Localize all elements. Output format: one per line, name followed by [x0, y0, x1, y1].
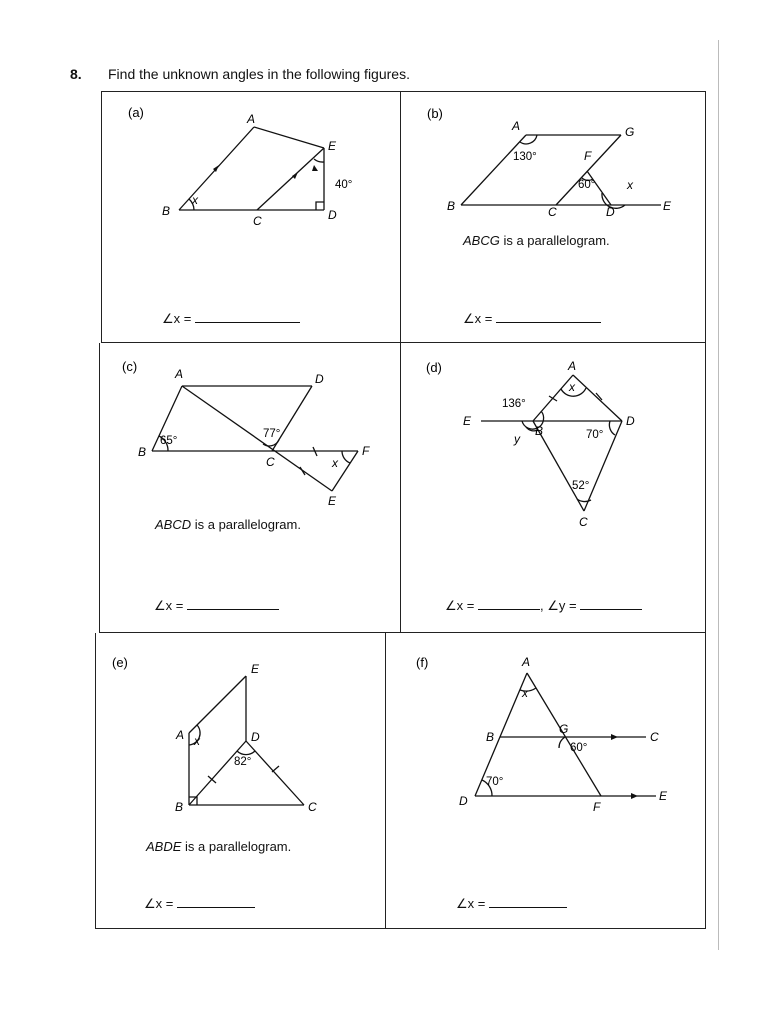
question-number: 8.	[70, 66, 82, 82]
answer-label-dy: ∠y =	[547, 598, 577, 613]
point-d: D	[606, 205, 615, 219]
point-b: B	[486, 730, 495, 744]
part-label-b: (b)	[427, 106, 443, 121]
point-c: C	[548, 205, 557, 219]
point-b: B	[447, 199, 456, 213]
answer-blank-b[interactable]	[496, 310, 601, 323]
point-f: F	[362, 444, 370, 458]
part-label-f: (f)	[416, 655, 429, 670]
segment-ad	[573, 375, 622, 421]
point-f: F	[593, 800, 601, 814]
panel-e	[95, 633, 386, 929]
figure-d	[401, 343, 706, 633]
segment-ae	[182, 386, 332, 491]
point-f: F	[584, 149, 592, 163]
part-label-e: (e)	[112, 655, 128, 670]
angle-77-label: 77°	[263, 428, 281, 440]
figures-grid	[95, 91, 708, 931]
caption-text-b: is a parallelogram.	[499, 233, 610, 248]
panel-a	[101, 91, 401, 343]
angle-arc-82	[237, 751, 255, 755]
point-e: E	[251, 662, 260, 676]
point-a: A	[247, 112, 256, 126]
point-e: E	[659, 789, 668, 803]
caption-e	[146, 839, 291, 854]
caption-name-b: ABCG	[463, 233, 500, 248]
angle-60-label: 60°	[570, 742, 588, 754]
part-label-d: (d)	[426, 360, 442, 375]
point-d: D	[328, 208, 337, 222]
angle-136-label: 136°	[502, 398, 526, 410]
point-g: G	[625, 125, 635, 139]
parallel-arrow-ce	[292, 172, 298, 179]
angle-40-label: 40°	[335, 179, 353, 191]
answer-blank-a[interactable]	[195, 310, 300, 323]
point-b: B	[175, 800, 184, 814]
point-a: A	[175, 367, 184, 381]
parallel-arrow-de	[631, 793, 638, 799]
figure-c	[100, 343, 402, 633]
parallel-arrows	[611, 734, 638, 799]
point-c: C	[266, 455, 275, 469]
panel-f	[386, 633, 706, 929]
angle-x-label: x	[192, 193, 198, 207]
segment-dc	[246, 741, 304, 805]
segment-ea	[189, 676, 246, 733]
panel-c	[99, 343, 401, 633]
point-d: D	[459, 794, 468, 808]
angle-70-label: 70°	[586, 429, 604, 441]
part-label-a: (a)	[128, 105, 144, 120]
answer-row-c	[154, 597, 279, 614]
caption-name-e: ABDE	[146, 839, 182, 854]
page-edge-line	[718, 40, 719, 950]
point-d: D	[251, 730, 260, 744]
point-a: A	[512, 119, 521, 133]
arrow-40-pointer	[312, 165, 318, 171]
answer-row-f	[456, 895, 567, 912]
point-e: E	[663, 199, 672, 213]
angle-arc-70	[609, 421, 615, 435]
answer-blank-dx[interactable]	[478, 597, 540, 610]
angle-arc-40	[314, 159, 324, 162]
answer-blank-f[interactable]	[489, 895, 567, 908]
figure-a	[102, 92, 402, 344]
angle-y-label: y	[514, 432, 520, 446]
point-d: D	[626, 414, 635, 428]
angle-arc-60	[559, 737, 565, 748]
caption-c	[155, 517, 301, 532]
point-a: A	[522, 655, 531, 669]
answer-label-dx: ∠x =	[445, 598, 475, 613]
parallel-arrows	[213, 165, 318, 179]
point-e: E	[328, 139, 337, 153]
answer-blank-e[interactable]	[177, 895, 255, 908]
angle-52-label: 52°	[572, 480, 590, 492]
point-c: C	[253, 214, 262, 228]
caption-text-e: is a parallelogram.	[181, 839, 292, 854]
parallel-arrow-bc	[611, 734, 618, 740]
angle-arc-77	[263, 440, 279, 446]
angle-x-label: x	[627, 178, 633, 192]
point-c: C	[650, 730, 659, 744]
angle-arc-x	[342, 451, 350, 463]
caption-b	[463, 233, 610, 248]
segment-ba	[461, 135, 526, 205]
figure-e	[96, 633, 387, 929]
answer-label-c: ∠x =	[154, 598, 184, 613]
point-e: E	[328, 494, 337, 508]
point-c: C	[308, 800, 317, 814]
answer-row-b	[463, 310, 601, 327]
tick-dc	[272, 766, 279, 772]
point-g: G	[559, 722, 569, 736]
caption-text-c: is a parallelogram.	[191, 517, 301, 532]
point-a: A	[568, 359, 577, 373]
angle-65-label: 65°	[160, 435, 178, 447]
caption-name-c: ABCD	[155, 517, 192, 532]
answer-label-e: ∠x =	[144, 896, 174, 911]
angle-60-label: 60°	[578, 179, 596, 191]
figure-b	[401, 92, 706, 344]
angle-82-label: 82°	[234, 756, 252, 768]
angle-x-label: x	[332, 456, 338, 470]
segment-gc	[556, 135, 621, 205]
panel-b	[401, 91, 706, 343]
answer-blank-dy[interactable]	[580, 597, 642, 610]
segment-ae	[254, 127, 324, 148]
panel-d	[401, 343, 706, 633]
segment-ce	[257, 148, 324, 210]
part-label-c: (c)	[122, 359, 138, 374]
answer-label-a: ∠x =	[162, 311, 192, 326]
angle-x-label: x	[194, 734, 200, 748]
point-e: E	[463, 414, 472, 428]
angle-x-label: x	[522, 686, 528, 700]
right-angle-mark	[316, 202, 324, 210]
answer-blank-c[interactable]	[187, 597, 279, 610]
point-b: B	[162, 204, 171, 218]
point-b: B	[535, 424, 544, 438]
figure-f	[386, 633, 706, 929]
question-prompt: Find the unknown angles in the following figures.	[108, 66, 410, 82]
answer-row-d	[445, 597, 642, 614]
answer-separator-d: ,	[539, 598, 544, 613]
answer-row-e	[144, 895, 255, 912]
point-c: C	[579, 515, 588, 529]
answer-label-b: ∠x =	[463, 311, 493, 326]
angle-130-label: 130°	[513, 151, 537, 163]
answer-row-a	[162, 310, 300, 327]
answer-label-f: ∠x =	[456, 896, 486, 911]
angle-x-label: x	[569, 380, 575, 394]
point-d: D	[315, 372, 324, 386]
angle-70-label: 70°	[486, 776, 504, 788]
point-a: A	[176, 728, 185, 742]
point-b: B	[138, 445, 147, 459]
